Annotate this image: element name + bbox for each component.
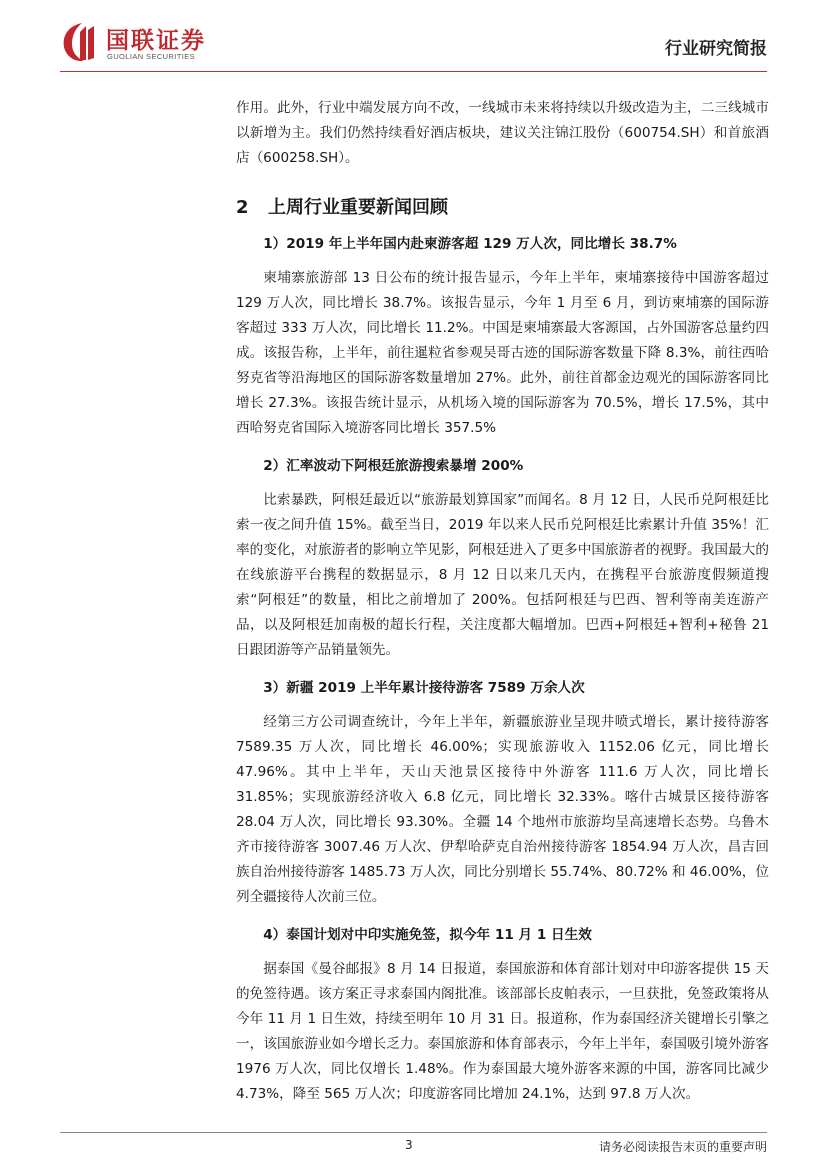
footer-disclaimer: 请务必阅读报告末页的重要声明 [598,1140,767,1154]
page-number: 3 [405,1138,413,1152]
news-title: 1）2019 年上半年国内赴柬游客超 129 万人次，同比增长 38.7% [263,236,677,252]
logo-english-name: GUOLIAN SECURITIES [107,52,196,61]
guolian-logo-icon [60,20,100,64]
report-type-label: 行业研究简报 [665,39,767,59]
news-title: 3）新疆 2019 上半年累计接待游客 7589 万余人次 [263,680,585,696]
footer-divider [60,1132,767,1133]
logo-chinese-name: 国联证券 [106,28,206,54]
main-content [236,96,769,1107]
intro-paragraph: 作用。此外，行业中端发展方向不改，一线城市未来将持续以升级改造为主，二三线城市以新增为主。我们仍然持续看好酒店板块，建议关注锦江股份（600754.SH）和首旅酒店（600258.SH）。 [236,100,769,166]
news-title: 2）汇率波动下阿根廷旅游搜索暴增 200% [263,458,524,474]
section-heading [236,193,769,219]
news-body: 比索暴跌，阿根廷最近以“旅游最划算国家”而闻名。8 月 12 日，人民币兑阿根廷比索一夜之间升值 15%。截至当日，2019 年以来人民币兑阿根廷比索累计升值 35%！汇率的变化，对旅游者的影响立竿见影，阿根廷进入了更多中国旅游者的视野。我国最大的在线旅游平台携程的数据显示，8 月 12 日以来几天内，在携程平台旅游度假频道搜索“阿根廷”的数量，相比之前增加了 200%。包括阿根廷与巴西、智利等南美连游产品，以及阿根廷加南极的超长行程，关注度都大幅增加。巴西+阿根廷+智利+秘鲁 21 日跟团游等产品销量领先。 [236,492,769,658]
header-divider [60,71,767,72]
page-header [60,18,767,68]
news-body: 柬埔寨旅游部 13 日公布的统计报告显示，今年上半年，柬埔寨接待中国游客超过 129 万人次，同比增长 38.7%。该报告显示，今年 1 月至 6 月，到访柬埔寨的国际游客超过 333 万人次，同比增长 11.2%。中国是柬埔寨最大客源国，占外国游客总量约四成。该报告称，上半年，前往暹粒省参观吴哥古迹的国际游客数量下降 8.3%，前往西哈努克省等沿海地区的国际游客数量增加 27%。此外，前往首都金边观光的国际游客同比增长 27.3%。该报告统计显示，从机场入境的国际游客为 70.5%，增长 17.5%，其中西哈努克省国际入境游客同比增长 357.5% [236,270,769,436]
news-title: 4）泰国计划对中印实施免签，拟今年 11 月 1 日生效 [263,927,592,943]
section-title: 上周行业重要新闻回顾 [268,197,448,218]
news-body: 经第三方公司调查统计，今年上半年，新疆旅游业呈现井喷式增长，累计接待游客 7589.35 万人次，同比增长 46.00%；实现旅游收入 1152.06 亿元，同比增长 47.96%。其中上半年，天山天池景区接待中外游客 111.6 万人次，同比增长 31.85%；实现旅游经济收入 6.8 亿元，同比增长 32.33%。喀什古城景区接待游客 28.04 万人次，同比增长 93.30%。全疆 14 个地州市旅游均呈高速增长态势。乌鲁木齐市接待游客 3007.46 万人次、伊犁哈萨克自治州接待游客 1854.94 万人次，昌吉回族自治州接待游客 1485.73 万人次，同比分别增长 55.74%、80.72% 和 46.00%，位列全疆接待人次前三位。 [236,714,769,905]
section-number: 2 [236,197,249,218]
news-body: 据泰国《曼谷邮报》8 月 14 日报道，泰国旅游和体育部计划对中印游客提供 15 天的免签待遇。该方案正寻求泰国内阁批准。该部部长皮帕表示，一旦获批，免签政策将从今年 11 月 1 日生效，持续至明年 10 月 31 日。报道称，作为泰国经济关键增长引擎之一，该国旅游业如今增长乏力。泰国旅游和体育部表示，今年上半年，泰国吸引境外游客 1976 万人次，同比仅增长 1.48%。作为泰国最大境外游客来源的中国，游客同比减少 4.73%，降至 565 万人次；印度游客同比增加 24.1%，达到 97.8 万人次。 [236,961,769,1102]
